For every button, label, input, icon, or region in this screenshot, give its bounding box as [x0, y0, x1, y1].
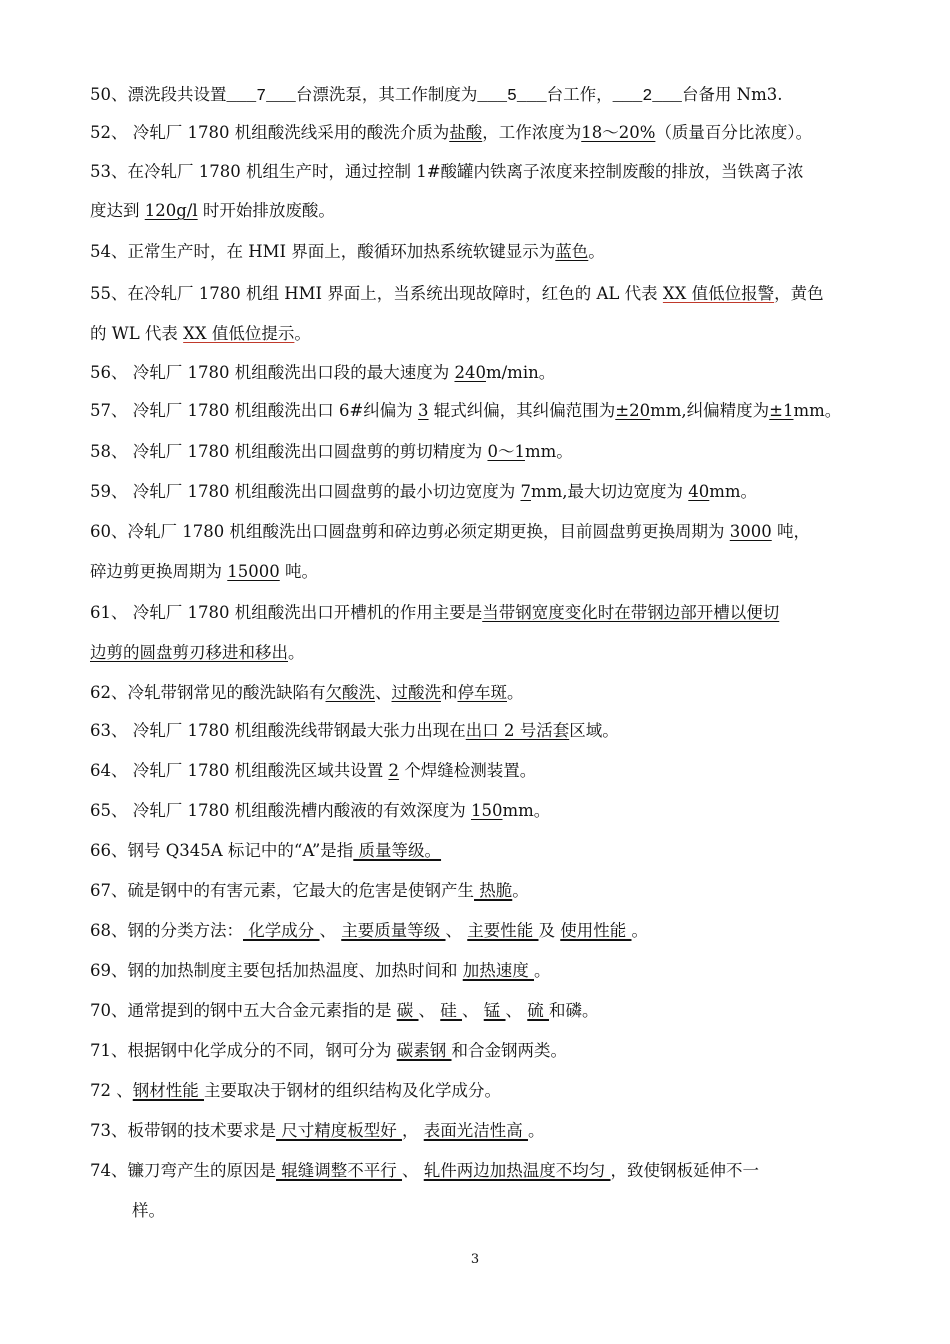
- text-segment: 。: [288, 643, 305, 662]
- answer-underlined: 过酸洗: [391, 683, 441, 702]
- text-segment: 。: [528, 1121, 545, 1140]
- question-line: [0, 800, 950, 822]
- question-line: [0, 481, 950, 503]
- answer-underlined: 120g/l: [144, 201, 198, 220]
- text-segment: 吨。: [279, 562, 318, 581]
- text-segment: 、: [505, 1001, 528, 1020]
- answer-underlined: 尺寸精度板型好: [276, 1121, 402, 1140]
- question-line: [0, 682, 950, 704]
- answer-underlined: 主要性能: [467, 921, 539, 940]
- question-line: [0, 642, 950, 664]
- text-segment: 72 、: [90, 1081, 133, 1100]
- text-segment: 和磷。: [549, 1001, 599, 1020]
- text-segment: 、: [418, 1001, 441, 1020]
- question-line: [0, 122, 950, 144]
- question-line: [0, 1120, 950, 1142]
- text-segment: 碎边剪更换周期为: [90, 562, 228, 581]
- text-segment: 68、钢的分类方法：: [90, 921, 243, 940]
- text-segment: 。: [512, 881, 529, 900]
- answer-underlined: 出口 2 号活套: [465, 721, 570, 740]
- question-line: [0, 1040, 950, 1062]
- text-segment: mm。: [524, 442, 573, 461]
- answer-underlined: 边剪的圆盘剪刃移进和移出: [90, 643, 288, 662]
- question-line: [0, 400, 950, 422]
- question-line: [0, 1000, 950, 1022]
- text-segment: ，: [402, 1121, 424, 1140]
- text-segment: 56、 冷轧厂 1780 机组酸洗出口段的最大速度为: [90, 363, 455, 382]
- question-line: [0, 561, 950, 583]
- text-segment: 样。: [132, 1201, 165, 1220]
- answer-underlined: 碳: [396, 1001, 419, 1020]
- question-line: [0, 161, 950, 183]
- text-segment: 。: [588, 242, 605, 261]
- text-segment: 。: [294, 324, 311, 343]
- text-segment: 64、 冷轧厂 1780 机组酸洗区域共设置: [90, 761, 389, 780]
- text-segment: m/min。: [485, 363, 556, 382]
- answer-underlined: 3: [418, 401, 429, 420]
- text-segment: 71、根据钢中化学成分的不同，钢可分为: [90, 1041, 397, 1060]
- question-line: [0, 720, 950, 742]
- answer-underlined: XX 值低位报警: [662, 284, 775, 303]
- answer-underlined: 加热速度: [462, 961, 534, 980]
- text-segment: 60、冷轧厂 1780 机组酸洗出口圆盘剪和碎边剪必须定期更换，目前圆盘剪更换周期为: [90, 522, 730, 541]
- question-line: [0, 1200, 950, 1222]
- text-segment: 及: [538, 921, 561, 940]
- text-segment: 50、漂洗段共设置: [90, 85, 227, 104]
- text-segment: 54、正常生产时，在 HMI 界面上，酸循环加热系统软键显示为: [90, 242, 556, 261]
- text-segment: 。: [507, 683, 524, 702]
- text-segment: 59、 冷轧厂 1780 机组酸洗出口圆盘剪的最小切边宽度为: [90, 482, 521, 501]
- page-number: 3: [470, 1252, 480, 1267]
- text-segment: 。: [534, 961, 551, 980]
- answer-underlined: 7: [520, 482, 531, 501]
- text-segment: 52、 冷轧厂 1780 机组酸洗线采用的酸洗介质为: [90, 123, 450, 142]
- text-segment: 、: [319, 921, 342, 940]
- text-segment: mm。: [793, 401, 842, 420]
- text-segment: mm。: [709, 482, 758, 501]
- answer-underlined: 欠酸洗: [325, 683, 375, 702]
- text-segment: 和: [441, 683, 458, 702]
- answer-underlined: 碳素钢: [396, 1041, 452, 1060]
- text-segment: 、: [462, 1001, 484, 1020]
- text-segment: 57、 冷轧厂 1780 机组酸洗出口 6#纠偏为: [90, 401, 419, 420]
- answer-underlined: 硫: [527, 1001, 549, 1020]
- answer-underlined: 15000: [227, 562, 280, 581]
- text-segment: ，致使钢板延伸不一: [610, 1161, 759, 1180]
- text-segment: 70、通常提到的钢中五大合金元素指的是: [90, 1001, 397, 1020]
- question-line: [0, 84, 950, 107]
- text-segment: ，黄色: [774, 284, 824, 303]
- question-line: [0, 323, 950, 345]
- answer-underlined: 蓝色: [555, 242, 589, 261]
- text-segment: mm,纠偏精度为: [650, 401, 770, 420]
- answer-underlined: 2: [388, 761, 399, 780]
- question-line: [0, 1160, 950, 1182]
- text-segment: 辊式纠偏，其纠偏范围为: [428, 401, 616, 420]
- text-segment: 63、 冷轧厂 1780 机组酸洗线带钢最大张力出现在: [90, 721, 466, 740]
- text-segment: 67、硫是钢中的有害元素，它最大的危害是使钢产生: [90, 881, 474, 900]
- text-segment: 台备用 Nm3.: [681, 85, 783, 104]
- question-line: [0, 441, 950, 463]
- question-line: [0, 920, 950, 942]
- text-segment: mm。: [502, 801, 551, 820]
- text-segment: （质量百分比浓度）。: [655, 123, 813, 142]
- answer-underlined: 240: [454, 363, 486, 382]
- text-segment: 吨，: [771, 522, 810, 541]
- question-line: [0, 200, 950, 222]
- answer-underlined: 18～20%: [581, 123, 656, 142]
- text-segment: 73、板带钢的技术要求是: [90, 1121, 276, 1140]
- text-segment: 时开始排放废酸。: [197, 201, 335, 220]
- question-line: [0, 241, 950, 263]
- text-segment: 62、冷轧带钢常见的酸洗缺陷有: [90, 683, 326, 702]
- text-segment: 、: [375, 683, 392, 702]
- answer-underlined: 化学成分: [243, 921, 320, 940]
- answer-underlined: 硅: [440, 1001, 462, 1020]
- answer-underlined: 40: [688, 482, 710, 501]
- answer-underlined: 表面光洁性高: [423, 1121, 528, 1140]
- answer-underlined: 辊缝调整不平行: [276, 1161, 402, 1180]
- answer-underlined: 3000: [729, 522, 772, 541]
- text-segment: 55、在冷轧厂 1780 机组 HMI 界面上，当系统出现故障时，红色的 AL 代表: [90, 284, 663, 303]
- text-segment: 。: [631, 921, 648, 940]
- text-segment: 58、 冷轧厂 1780 机组酸洗出口圆盘剪的剪切精度为: [90, 442, 488, 461]
- answer-blank: ___7___: [226, 86, 296, 105]
- text-segment: 、: [445, 921, 468, 940]
- question-line: [0, 521, 950, 543]
- answer-underlined: 使用性能: [560, 921, 632, 940]
- text-segment: 65、 冷轧厂 1780 机组酸洗槽内酸液的有效深度为: [90, 801, 471, 820]
- text-segment: mm,最大切边宽度为: [530, 482, 689, 501]
- question-line: [0, 1080, 950, 1102]
- text-segment: 74、镰刀弯产生的原因是: [90, 1161, 276, 1180]
- answer-underlined: 盐酸: [449, 123, 483, 142]
- text-segment: 和合金钢两类。: [451, 1041, 567, 1060]
- text-segment: 台工作，: [546, 85, 613, 104]
- answer-underlined: 轧件两边加热温度不均匀: [423, 1161, 611, 1180]
- text-segment: 53、在冷轧厂 1780 机组生产时，通过控制 1#酸罐内铁离子浓度来控制废酸的排放，当铁离子浓: [90, 162, 804, 181]
- answer-underlined: 150: [470, 801, 503, 820]
- text-segment: 台漂洗泵，其工作制度为: [295, 85, 478, 104]
- text-segment: 的 WL 代表: [90, 324, 184, 343]
- text-segment: 66、钢号 Q345A 标记中的“A”是指: [90, 841, 354, 860]
- answer-underlined: 钢材性能: [132, 1081, 204, 1100]
- answer-underlined: 主要质量等级: [341, 921, 446, 940]
- text-segment: 61、 冷轧厂 1780 机组酸洗出口开槽机的作用主要是: [90, 603, 483, 622]
- question-line: [0, 602, 950, 624]
- text-segment: 、: [402, 1161, 424, 1180]
- text-segment: 个焊缝检测装置。: [398, 761, 537, 780]
- answer-underlined: ±20: [615, 401, 651, 420]
- question-line: [0, 960, 950, 982]
- answer-underlined: XX 值低位提示: [183, 324, 295, 343]
- text-segment: 69、钢的加热制度主要包括加热温度、加热时间和: [90, 961, 463, 980]
- text-segment: 度达到: [90, 201, 145, 220]
- question-line: [0, 760, 950, 782]
- question-line: [0, 283, 950, 305]
- answer-underlined: 停车斑: [457, 683, 507, 702]
- answer-underlined: 锰: [483, 1001, 506, 1020]
- text-segment: ，工作浓度为: [482, 123, 582, 142]
- answer-blank: ___2___: [612, 86, 682, 105]
- text-segment: 主要取决于钢材的组织结构及化学成分。: [204, 1081, 501, 1100]
- question-line: [0, 880, 950, 902]
- question-line: [0, 840, 950, 862]
- text-segment: 区域。: [569, 721, 619, 740]
- answer-blank: ___5___: [477, 86, 547, 105]
- answer-underlined: 当带钢宽度变化时在带钢边部开槽以便切: [482, 603, 780, 622]
- answer-underlined: 0～1: [487, 442, 525, 461]
- answer-underlined: ±1: [769, 401, 794, 420]
- answer-underlined: 质量等级。: [353, 841, 442, 860]
- question-line: [0, 362, 950, 384]
- answer-underlined: 热脆: [474, 881, 513, 900]
